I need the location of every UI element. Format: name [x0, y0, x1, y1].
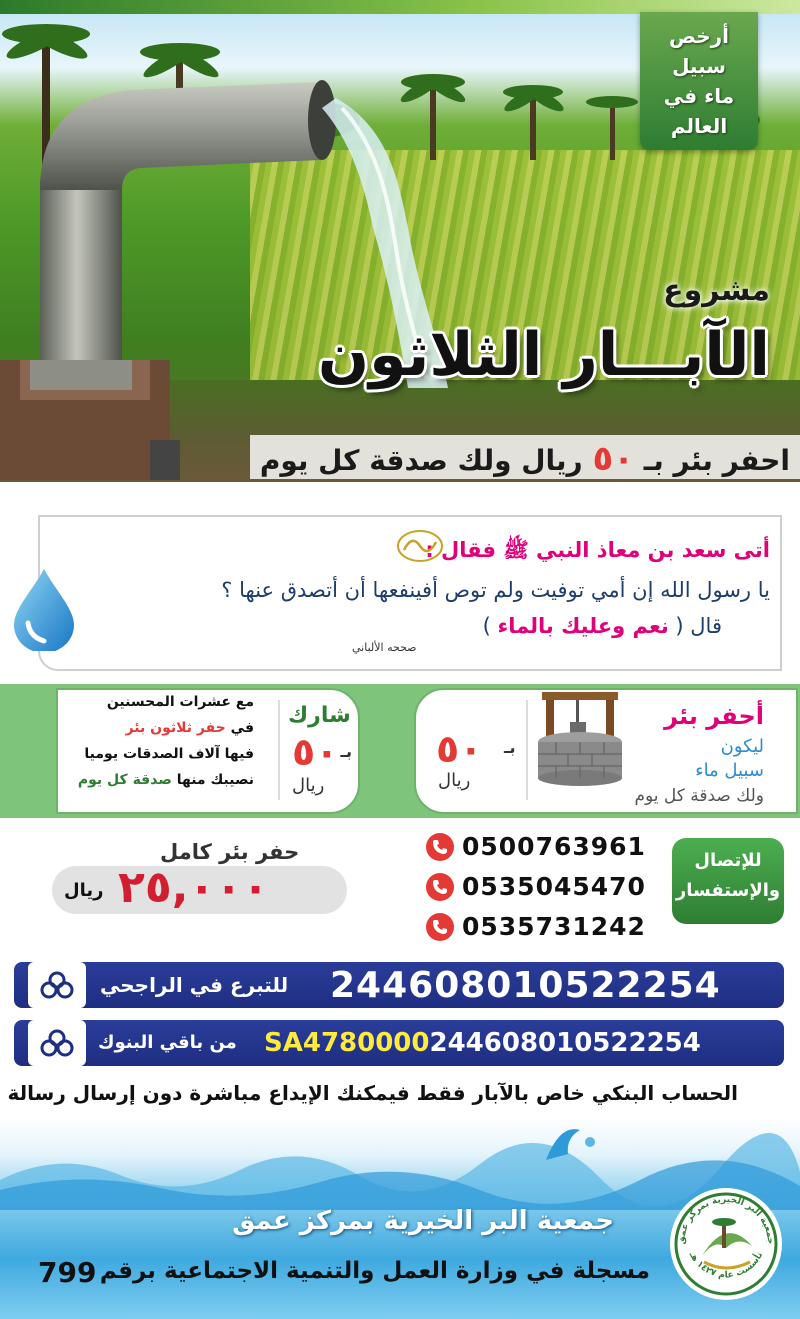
phone-row[interactable] — [426, 832, 646, 861]
phone-icon — [426, 873, 454, 901]
hadith-highlight: نعم وعليك بالماء — [497, 614, 669, 638]
share-text-line — [78, 772, 254, 788]
badge-line: ماء في — [663, 84, 735, 108]
iban-number[interactable] — [264, 1028, 701, 1058]
dig-well-title: أحفر بئر — [664, 702, 764, 730]
bank-logo-icon — [28, 962, 86, 1008]
promo-text — [260, 439, 790, 479]
svg-text:تأسست عام ١٤٢٧ هـ: تأسست عام ١٤٢٧ هـ — [686, 1250, 766, 1281]
rajhi-account-bar — [14, 962, 784, 1008]
full-well-price: ٢٥,٠٠٠ — [118, 862, 269, 913]
price-prefix: بـ — [340, 742, 352, 761]
dig-well-line: سبيل ماء — [695, 760, 764, 781]
promo-bar — [250, 435, 800, 479]
hadith-source: صححه الألباني — [352, 641, 417, 654]
hadith-line-2: يا رسول الله إن أمي توفيت ولم توص أفينفعها أن أتصدق عنها ؟ — [221, 578, 770, 602]
divider — [278, 700, 280, 800]
rajhi-account-number[interactable]: 244608010522254 — [330, 965, 721, 1006]
dig-well-line: ليكون — [720, 736, 764, 757]
contact-label: للإتصال — [694, 850, 762, 871]
bank-note: الحساب البنكي خاص بالآبار فقط فيمكنك الإيداع مباشرة دون إرسال رسالة — [7, 1081, 738, 1105]
hadith-line-3 — [483, 614, 722, 638]
registration-text: مسجلة في وزارة العمل والتنمية الاجتماعية برقم — [99, 1258, 650, 1284]
full-well-unit: ريال — [64, 880, 104, 901]
phone-number[interactable]: 0535731242 — [462, 912, 646, 941]
badge-line: سبيل — [672, 54, 726, 78]
share-text-highlight: حفر ثلاثون بئر — [125, 720, 226, 736]
promo-suffix: ريال ولك صدقة كل يوم — [259, 444, 583, 477]
contact-label: والإستفسار — [675, 880, 781, 901]
stone-well-icon — [536, 690, 626, 786]
dig-well-price: ٥٠ — [436, 727, 483, 771]
share-title: شارك — [288, 703, 351, 728]
water-pipe-illustration — [0, 60, 360, 480]
full-well-label: حفر بئر كامل — [160, 840, 300, 864]
rajhi-label: للتبرع في الراجحي — [100, 973, 289, 997]
hadith-line-1: أتى سعد بن معاذ النبي ﷺ فقال : — [425, 538, 770, 562]
promo-amount: ٥٠ — [592, 439, 634, 479]
phone-row[interactable] — [426, 872, 646, 901]
hadith-line-3-suffix: ) — [482, 614, 491, 638]
dig-well-line: ولك صدقة كل يوم — [634, 786, 764, 806]
water-drop-icon — [8, 565, 80, 651]
share-text-prefix: في — [230, 720, 254, 736]
pbuh-calligraphy-icon — [396, 528, 444, 564]
share-price: ٥٠ — [292, 730, 339, 774]
price-unit: ريال — [292, 775, 325, 796]
organization-logo — [668, 1186, 784, 1302]
iban-highlight: SA4780000 — [264, 1028, 430, 1058]
project-title: الآبـــار الثلاثون — [317, 320, 770, 390]
iban-rest: 244608010522254 — [429, 1028, 701, 1058]
promo-prefix: احفر بئر بـ — [643, 444, 790, 477]
divider — [526, 700, 528, 800]
phone-row[interactable] — [426, 912, 646, 941]
cheapest-water-badge — [640, 12, 758, 150]
phone-number[interactable]: 0535045470 — [462, 872, 646, 901]
share-text-line — [126, 720, 254, 736]
organization-name: جمعية البر الخيرية بمركز عمق — [232, 1206, 614, 1236]
bank-logo-icon — [28, 1020, 86, 1066]
badge-line: أرخص — [668, 24, 730, 48]
phone-number[interactable]: 0500763961 — [462, 832, 646, 861]
price-prefix: بـ — [504, 738, 516, 757]
price-unit: ريال — [438, 770, 471, 791]
project-label: مشروع — [663, 273, 770, 308]
hero-banner — [0, 0, 800, 482]
share-text-line: فيها آلاف الصدقات يوميا — [84, 746, 254, 762]
svg-text:جمعية البر الخيرية بمركز عمق: جمعية البر الخيرية بمركز عمق — [676, 1194, 776, 1245]
iban-bar — [14, 1020, 784, 1066]
phone-icon — [426, 913, 454, 941]
hadith-line-3-prefix: قال ( — [675, 614, 722, 638]
registration-number: 799 — [38, 1256, 97, 1289]
badge-line: العالم — [670, 114, 728, 138]
iban-label: من باقي البنوك — [98, 1032, 237, 1053]
phone-icon — [426, 833, 454, 861]
share-text-highlight: صدقة كل يوم — [77, 772, 172, 788]
share-text-line: مع عشرات المحسنين — [106, 694, 254, 710]
share-text-prefix: نصيبك منها — [176, 772, 254, 788]
